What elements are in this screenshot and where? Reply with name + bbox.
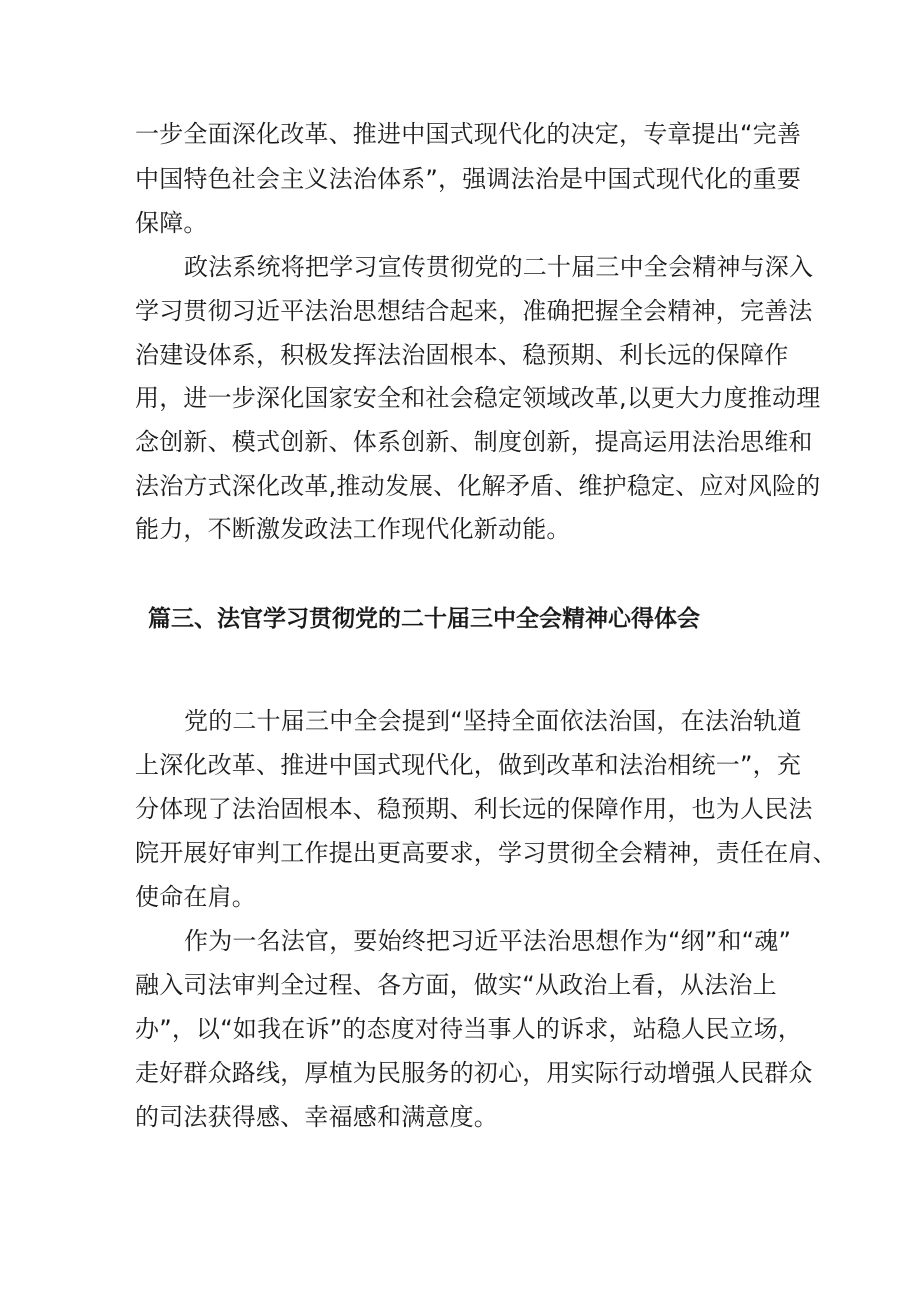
paragraph-4-line-4: 走好群众路线，厚植为民服务的初心，用实际行动增强人民群众 — [135, 1059, 813, 1087]
section-heading: 篇三、法官学习贯彻党的二十届三中全会精神心得体会 — [148, 606, 700, 632]
paragraph-4-line-2: 融入司法审判全过程、各方面，做实“从政治上看，从法治上 — [135, 971, 777, 999]
paragraph-4-line-1: 作为一名法官，要始终把习近平法治思想作为“纲”和“魂” — [184, 927, 792, 955]
paragraph-2-line-6: 法治方式深化改革,推动发展、化解矛盾、维护稳定、应对风险的 — [135, 472, 821, 500]
paragraph-2-line-2: 学习贯彻习近平法治思想结合起来，准确把握全会精神，完善法 — [135, 297, 813, 325]
paragraph-3-line-4: 院开展好审判工作提出更高要求，学习贯彻全会精神，责任在肩、 — [135, 839, 837, 867]
paragraph-3-line-1: 党的二十届三中全会提到“坚持全面依法治国，在法治轨道 — [184, 707, 802, 735]
paragraph-2-line-7: 能力，不断激发政法工作现代化新动能。 — [135, 515, 571, 543]
paragraph-2-line-3: 治建设体系，积极发挥法治固根本、稳预期、利长远的保障作 — [135, 341, 789, 369]
paragraph-3-line-3: 分体现了法治固根本、稳预期、利长远的保障作用，也为人民法 — [135, 795, 813, 823]
paragraph-2-line-1: 政法系统将把学习宣传贯彻党的二十届三中全会精神与深入 — [184, 253, 814, 281]
paragraph-1-line-2: 中国特色社会主义法治体系”，强调法治是中国式现代化的重要 — [135, 165, 802, 193]
paragraph-3-line-5: 使命在肩。 — [135, 883, 256, 911]
paragraph-1-line-1: 一步全面深化改革、推进中国式现代化的决定，专章提出“完善 — [135, 120, 802, 148]
paragraph-4-line-5: 的司法获得感、幸福感和满意度。 — [135, 1103, 498, 1131]
paragraph-4-line-3: 办”，以“如我在诉”的态度对待当事人的诉求，站稳人民立场， — [135, 1015, 803, 1043]
paragraph-2-line-4: 用，进一步深化国家安全和社会稳定领域改革,以更大力度推动理 — [135, 384, 821, 412]
paragraph-2-line-5: 念创新、模式创新、体系创新、制度创新，提高运用法治思维和 — [135, 428, 813, 456]
paragraph-3-line-2: 上深化改革、推进中国式现代化，做到改革和法治相统一”，充 — [135, 751, 802, 779]
paragraph-1-line-3: 保障。 — [135, 209, 208, 237]
